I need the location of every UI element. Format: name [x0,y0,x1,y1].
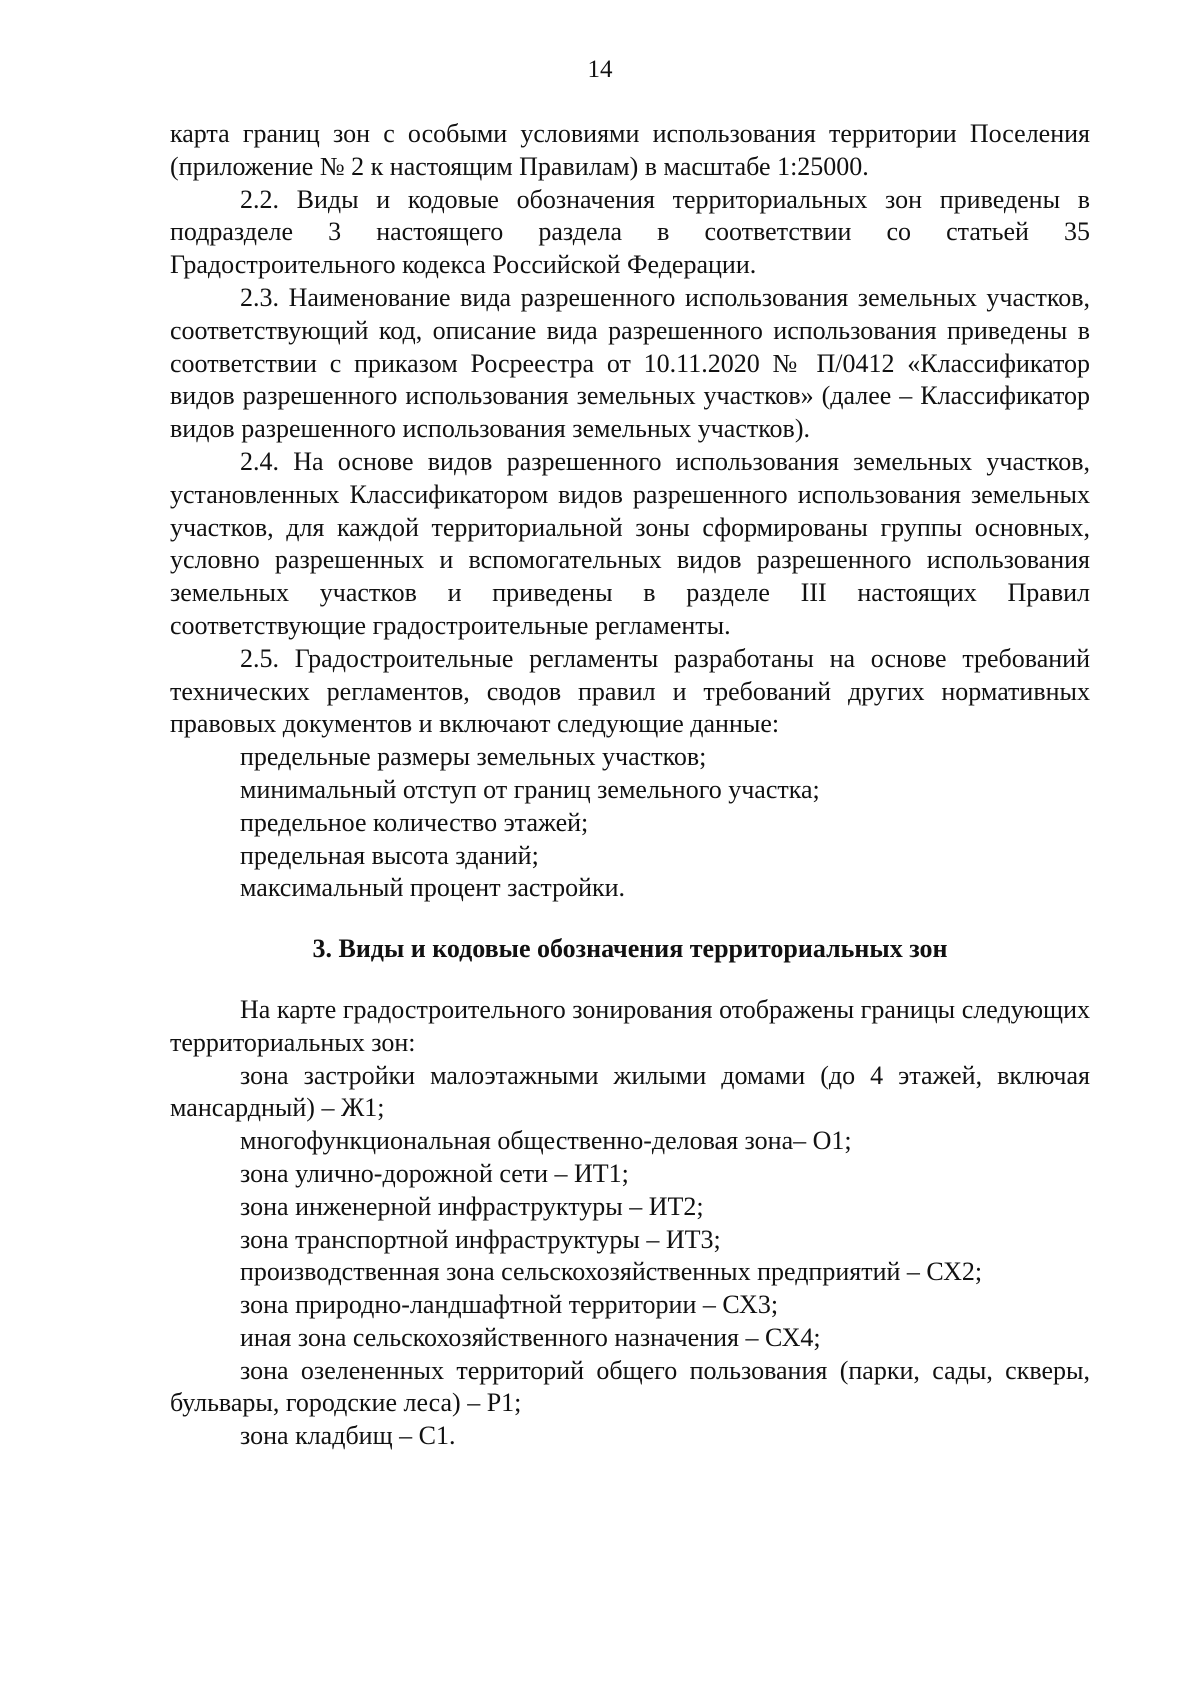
spacer [170,966,1090,994]
zone-item: иная зона сельскохозяйственного назначения – СХ4; [240,1322,821,1352]
zone-item: зона улично-дорожной сети – ИТ1; [240,1158,629,1188]
zone-item: зона транспортной инфраструктуры – ИТ3; [240,1224,721,1254]
zone-item: многофункциональная общественно-деловая зона– О1; [240,1126,852,1156]
zone-item-c1: зона кладбищ – С1. [240,1421,456,1451]
zone-item-r1: зона озелененных территорий общего пользования (парки, сады, скверы, бульвары, городские леса) – Р1; [170,1355,1090,1418]
list-item: предельная высота зданий; [240,840,539,870]
page-number: 14 [587,56,613,83]
zone-item: производственная зона сельскохозяйственных предприятий – СХ2; [240,1257,983,1287]
paragraph-2-5: 2.5. Градостроительные регламенты разработаны на основе требований технических регламентов, сводов правил и требований других нормативных правовых документов и включают следующие данные: [170,643,1090,739]
paragraph-2-3: 2.3. Наименование вида разрешенного использования земельных участков, соответствующий код, описание вида разрешенного использования приведены в соответствии с приказом Росреестра от 10.11.2020 № П/0412 «Классификатор видов разрешенного использования земельных участков» (далее – Классификатор видов разрешенного использования земельных участков). [170,282,1090,444]
zone-item: зона инженерной инфраструктуры – ИТ2; [240,1191,704,1221]
section-heading: 3. Виды и кодовые обозначения территориальных зон [312,934,948,964]
zone-item: зона природно-ландшафтной территории – СХ3; [240,1290,779,1320]
paragraph-map-boundaries: карта границ зон с особыми условиями использования территории Поселения (приложение № 2 к настоящим Правилам) в масштабе 1:25000. [170,119,1090,181]
paragraph-zones-intro: На карте градостроительного зонирования отображены границы следующих территориальных зон: [170,994,1090,1057]
list-item: минимальный отступ от границ земельного участка; [240,774,820,804]
document-body [170,118,1090,1453]
list-item: предельное количество этажей; [240,807,589,837]
paragraph-2-4: 2.4. На основе видов разрешенного использования земельных участков, установленных Классификатором видов разрешенного использования земельных участков, для каждой территориальной зоны сформированы группы основных, условно разрешенных и вспомогательных видов разрешенного использования земельных участков и приведены в разделе III настоящих Правил соответствующие градостроительные регламенты. [170,446,1090,640]
list-item: предельные размеры земельных участков; [240,742,707,772]
zone-list [170,1125,1090,1355]
list-item: максимальный процент застройки. [240,873,626,903]
paragraph-2-2: 2.2. Виды и кодовые обозначения территориальных зон приведены в подразделе 3 настоящего раздела в соответствии со статьей 35 Градостроительного кодекса Российской Федерации. [170,184,1090,280]
regulation-data-list [170,741,1090,905]
spacer [170,905,1090,933]
zone-item-zh1: зона застройки малоэтажными жилыми домами (до 4 этажей, включая мансардный) – Ж1; [170,1060,1090,1123]
